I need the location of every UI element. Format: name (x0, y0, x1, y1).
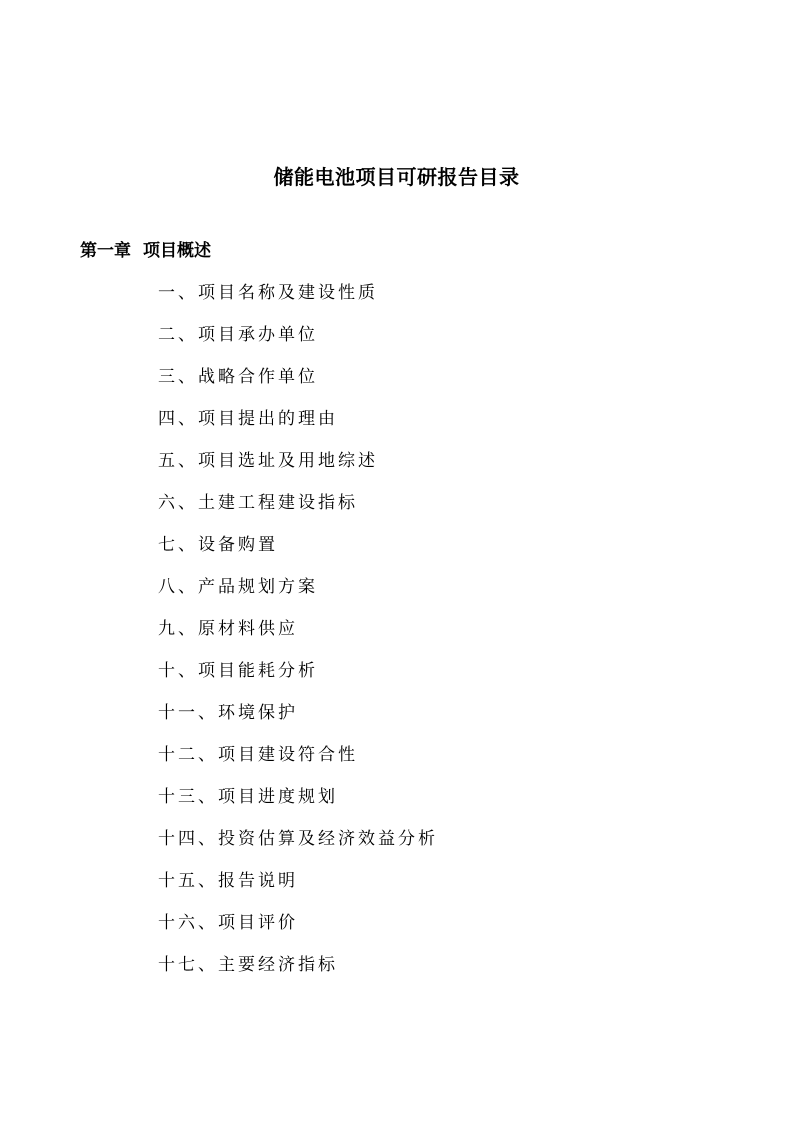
chapter-number: 第一章 (80, 241, 131, 261)
toc-item: 十、项目能耗分析 (158, 661, 318, 681)
toc-item: 三、战略合作单位 (158, 367, 318, 387)
chapter-name: 项目概述 (143, 241, 211, 261)
toc-item: 九、原材料供应 (158, 619, 298, 639)
toc-item: 八、产品规划方案 (158, 577, 318, 597)
toc-item: 五、项目选址及用地综述 (158, 451, 378, 471)
toc-item: 十四、投资估算及经济效益分析 (158, 829, 438, 849)
toc-item: 六、土建工程建设指标 (158, 493, 358, 513)
toc-item: 一、项目名称及建设性质 (158, 283, 378, 303)
toc-item: 七、设备购置 (158, 535, 278, 555)
chapter-heading (80, 238, 211, 264)
toc-list (158, 279, 438, 993)
page-title: 储能电池项目可研报告目录 (273, 165, 520, 189)
toc-item: 十六、项目评价 (158, 913, 298, 933)
toc-item: 十五、报告说明 (158, 871, 298, 891)
toc-item: 十三、项目进度规划 (158, 787, 338, 807)
toc-item: 十七、主要经济指标 (158, 955, 338, 975)
toc-item: 十一、环境保护 (158, 703, 298, 723)
toc-item: 十二、项目建设符合性 (158, 745, 358, 765)
toc-item: 四、项目提出的理由 (158, 409, 338, 429)
toc-item: 二、项目承办单位 (158, 325, 318, 345)
